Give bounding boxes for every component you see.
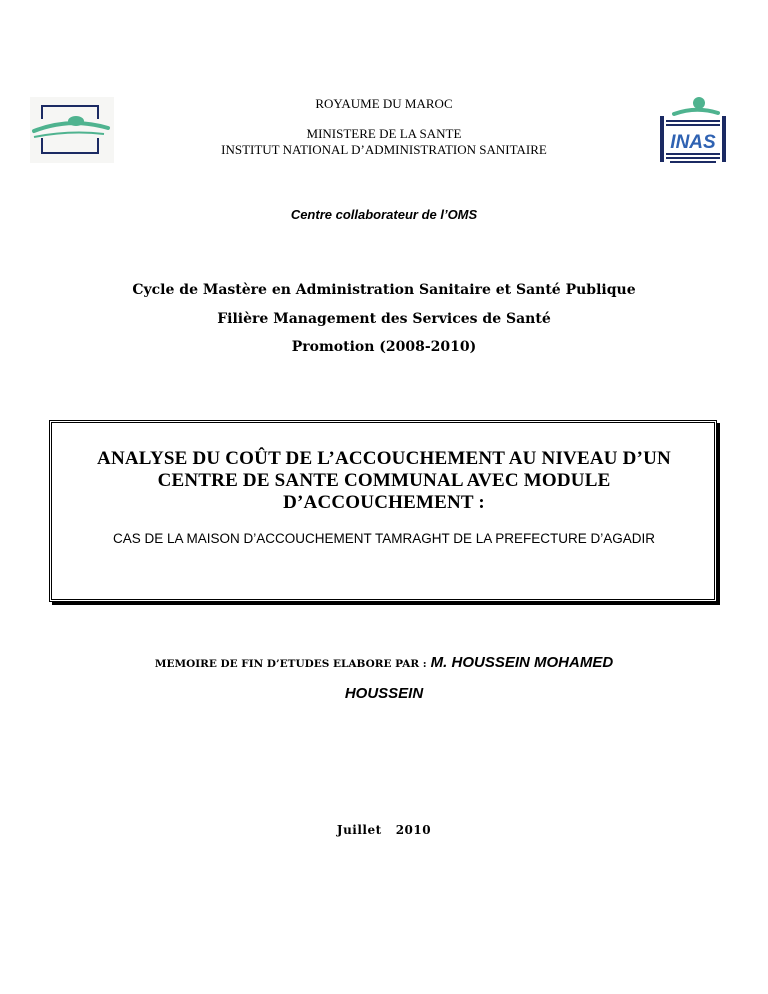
country-name: ROYAUME DU MAROC	[315, 96, 453, 111]
thesis-subtitle: CAS DE LA MAISON D’ACCOUCHEMENT TAMRAGHT DE LA PREFECTURE D’AGADIR	[112, 531, 656, 546]
thesis-title-line-2: CENTRE DE SANTE COMMUNAL AVEC MODULE	[157, 470, 611, 491]
program-cycle: Cycle de Mastère en Administration Sanitaire et Santé Publique	[132, 282, 636, 298]
oms-collaborating-centre: Centre collaborateur de l’OMS	[290, 207, 478, 222]
thesis-title-line-3: D’ACCOUCHEMENT :	[283, 492, 485, 513]
inas-logo-text: INAS	[670, 132, 716, 153]
thesis-title-line-1: ANALYSE DU COÛT DE L’ACCOUCHEMENT AU NIVEAU D’UN	[97, 448, 671, 469]
thesis-date: Juillet 2010	[336, 823, 432, 837]
program-track: Filière Management des Services de Santé	[217, 311, 551, 327]
author-name-part-2: HOUSSEIN	[344, 685, 424, 702]
author-name-part-1: M. HOUSSEIN MOHAMED	[430, 654, 614, 671]
author-line	[0, 654, 768, 672]
program-promotion: Promotion (2008-2010)	[291, 339, 477, 355]
author-label: MEMOIRE DE FIN D’ETUDES ELABORE PAR :	[154, 658, 427, 670]
ministry-name: MINISTERE DE LA SANTE	[306, 126, 462, 141]
institute-name: INSTITUT NATIONAL D’ADMINISTRATION SANITAIRE	[221, 142, 547, 157]
